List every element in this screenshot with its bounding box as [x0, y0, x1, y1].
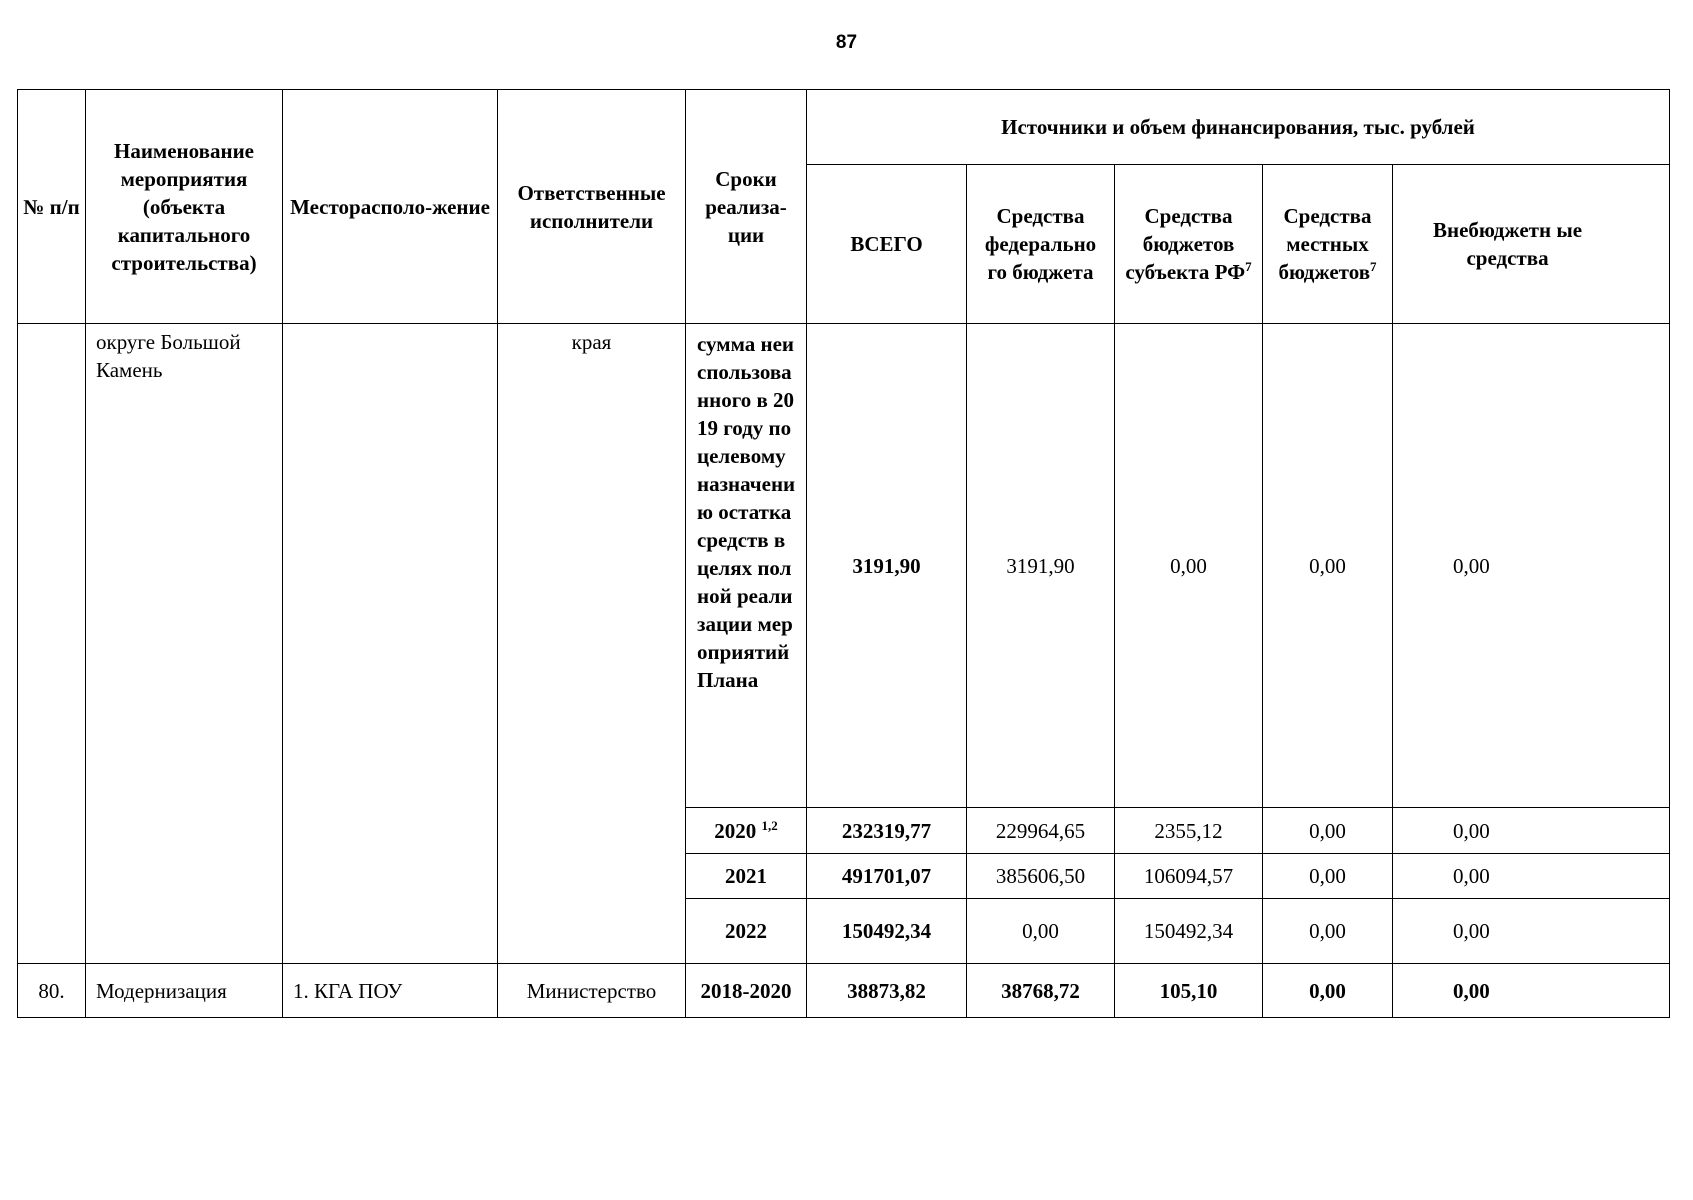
- header-total: ВСЕГО: [807, 165, 967, 324]
- value-local: 0,00: [1263, 324, 1393, 808]
- value-total: 38873,82: [807, 964, 967, 1018]
- row80-num: 80.: [18, 964, 86, 1018]
- value-extra: 0,00: [1393, 854, 1670, 899]
- value-federal: 229964,65: [967, 808, 1115, 854]
- value-subject: 105,10: [1115, 964, 1263, 1018]
- value-federal: 38768,72: [967, 964, 1115, 1018]
- header-subject: Средства бюджетов субъекта $РФ^7$: [1115, 165, 1263, 324]
- table-row: [18, 964, 1670, 1018]
- header-federal: Средства федерально го бюджета: [967, 165, 1115, 324]
- header-responsible: Ответственные исполнители: [498, 90, 686, 324]
- row-continued-name: округе Большой Камень: [86, 324, 283, 964]
- term-unused-balance: сумма неиспользованного в 2019 году по целевому назначению остатка средств в целях полной реализации мероприятий Плана: [686, 324, 807, 808]
- header-terms: Сроки реализа-ции: [686, 90, 807, 324]
- header-name: Наименование мероприятия (объекта капитального строительства): [86, 90, 283, 324]
- value-subject: 2355,12: [1115, 808, 1263, 854]
- value-federal: 385606,50: [967, 854, 1115, 899]
- value-federal: 3191,90: [967, 324, 1115, 808]
- funding-table: [17, 89, 1670, 1018]
- page-number: 87: [835, 32, 858, 53]
- row-continued-responsible: края: [498, 324, 686, 964]
- value-total: 491701,07: [807, 854, 967, 899]
- row80-responsible: Министерство: [498, 964, 686, 1018]
- value-local: 0,00: [1263, 964, 1393, 1018]
- value-extra: 0,00: [1393, 324, 1670, 808]
- header-funding-group: Источники и объем финансирования, тыс. рублей: [807, 90, 1670, 165]
- value-federal: 0,00: [967, 899, 1115, 964]
- value-subject: 150492,34: [1115, 899, 1263, 964]
- row-continued-num: [18, 324, 86, 964]
- header-location: Месторасполо-жение: [283, 90, 498, 324]
- term-2021: 2021: [686, 854, 807, 899]
- term-2022: 2022: [686, 899, 807, 964]
- value-local: 0,00: [1263, 899, 1393, 964]
- header-local: Средства местных бюджетов$^7$: [1263, 165, 1393, 324]
- term-2020: 2020 $^{1,2}$: [686, 808, 807, 854]
- value-local: 0,00: [1263, 854, 1393, 899]
- row-continued-location: [283, 324, 498, 964]
- row80-term: 2018-2020: [686, 964, 807, 1018]
- row80-name: Модернизация: [86, 964, 283, 1018]
- row80-location: 1. КГА ПОУ: [283, 964, 498, 1018]
- value-local: 0,00: [1263, 808, 1393, 854]
- value-extra: 0,00: [1393, 964, 1670, 1018]
- table-row: [18, 324, 1670, 808]
- value-subject: 106094,57: [1115, 854, 1263, 899]
- value-total: 232319,77: [807, 808, 967, 854]
- table-header: [18, 90, 1670, 324]
- header-extra: Внебюджетн ые средства: [1393, 165, 1670, 324]
- value-extra: 0,00: [1393, 808, 1670, 854]
- header-num: № п/п: [18, 90, 86, 324]
- value-subject: 0,00: [1115, 324, 1263, 808]
- value-total: 150492,34: [807, 899, 967, 964]
- value-extra: 0,00: [1393, 899, 1670, 964]
- value-total: 3191,90: [807, 324, 967, 808]
